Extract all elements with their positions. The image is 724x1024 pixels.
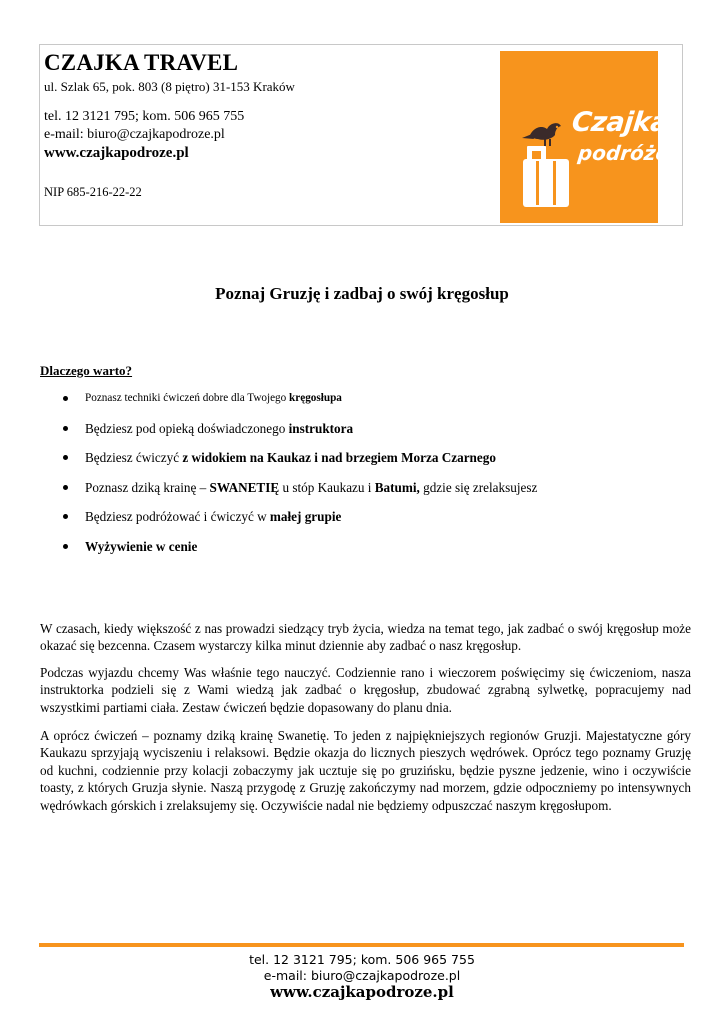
company-logo	[500, 51, 671, 223]
paragraph-intro: W czasach, kiedy większość z nas prowadzi siedzący tryb życia, wiedza na temat tego, jak zadbać o swój kręgosłup może okazać się bezcenna. Czasem wystarczy kilka minut dziennie aby zadbać o nasz kręgosłup.	[40, 621, 691, 654]
list-item	[40, 384, 690, 414]
paragraph-svaneti: A oprócz ćwiczeń – poznamy dziką krainę Swanetię. To jeden z najpiękniejszych regionów Gruzji. Majestatyczne góry Kaukazu sprzyjają wyciszeniu i relaksowi. Będzie okazja do licznych pieszych wędrówek. Oprócz tego poznamy Gruzję od kuchni, codziennie przy kolacji zobaczymy jak ucztuje się po gruzińsku, będzie pyszne jedzenie, wino i oczywiście toasty, z których Gruzja słynie. Naszą przygodę z Gruzję zakończymy nad morzem, gdzie odpoczniemy po intensywnych wędrówkach górskich i zrelaksujemy się. Oczywiście nadal nie będziemy odpuszczać naszym kręgosłupom.	[40, 728, 691, 813]
bullet-emphasis: kręgosłupa	[289, 392, 342, 404]
bullet-emphasis: SWANETIĘ	[209, 479, 280, 495]
bullet-icon	[63, 544, 68, 549]
bullet-icon	[63, 455, 68, 460]
company-phone: tel. 12 3121 795; kom. 506 965 755	[44, 109, 245, 124]
list-item	[40, 414, 690, 444]
bullet-text: gdzie się zrelaksujesz	[419, 479, 538, 495]
logo-tagline: podróże	[576, 141, 671, 165]
bullet-text: u stóp Kaukazu i	[279, 479, 375, 495]
list-item	[40, 443, 690, 473]
company-address: ul. Szlak 65, pok. 803 (8 piętro) 31-153 Kraków	[44, 79, 295, 94]
bullet-text: Będziesz pod opieką doświadczonego	[85, 420, 289, 436]
benefits-list	[40, 384, 690, 561]
paragraph-exercises: Podczas wyjazdu chcemy Was właśnie tego nauczyć. Codziennie rano i wieczorem poświęcimy się ćwiczeniom, nasza instruktorka podzieli się z Wami wiedzą jak zadbać o kręgosłup, zbudować zgrabną sylwetkę, popracujemy nad wszystkimi partiami ciała. Zestaw ćwiczeń będzie dopasowany do planu dnia.	[40, 665, 691, 715]
bullet-emphasis: instruktora	[288, 420, 354, 436]
logo-wordmark: Czajka	[570, 107, 670, 138]
bullet-icon	[63, 396, 68, 401]
bullet-emphasis: małej grupie	[269, 509, 342, 524]
list-item	[40, 502, 690, 532]
bullet-text: Będziesz podróżować i ćwiczyć w	[85, 509, 270, 524]
bullet-emphasis: Wyżywienie w cenie	[85, 538, 198, 554]
document-title: Poznaj Gruzję i zadbaj o swój kręgosłup	[215, 284, 509, 303]
bullet-text: Poznasz techniki ćwiczeń dobre dla Twojego	[85, 392, 290, 404]
company-website[interactable]: www.czajkapodroze.pl	[44, 145, 189, 161]
bullet-emphasis: z widokiem na Kaukaz i nad brzegiem Morza Czarnego	[182, 450, 496, 465]
bullet-emphasis: Batumi,	[374, 479, 420, 495]
company-name: CZAJKA TRAVEL	[44, 50, 239, 75]
why-heading: Dlaczego warto?	[40, 363, 133, 378]
footer-phone: tel. 12 3121 795; kom. 506 965 755	[249, 952, 475, 967]
bullet-icon	[63, 485, 68, 490]
suitcase-icon	[523, 146, 569, 207]
company-email: e-mail: biuro@czajkapodroze.pl	[44, 127, 225, 142]
company-nip: NIP 685-216-22-22	[44, 185, 142, 199]
list-item	[40, 532, 690, 562]
bullet-icon	[63, 514, 68, 519]
footer-divider	[39, 943, 684, 947]
list-item	[40, 473, 690, 503]
bird-icon	[522, 123, 561, 146]
footer-website[interactable]: www.czajkapodroze.pl	[270, 983, 454, 1001]
footer-email: e-mail: biuro@czajkapodroze.pl	[263, 968, 461, 983]
bullet-icon	[63, 426, 68, 431]
bullet-text: Będziesz ćwiczyć	[85, 450, 183, 465]
letterhead	[39, 44, 683, 226]
bullet-text: Poznasz dziką krainę –	[85, 479, 210, 495]
